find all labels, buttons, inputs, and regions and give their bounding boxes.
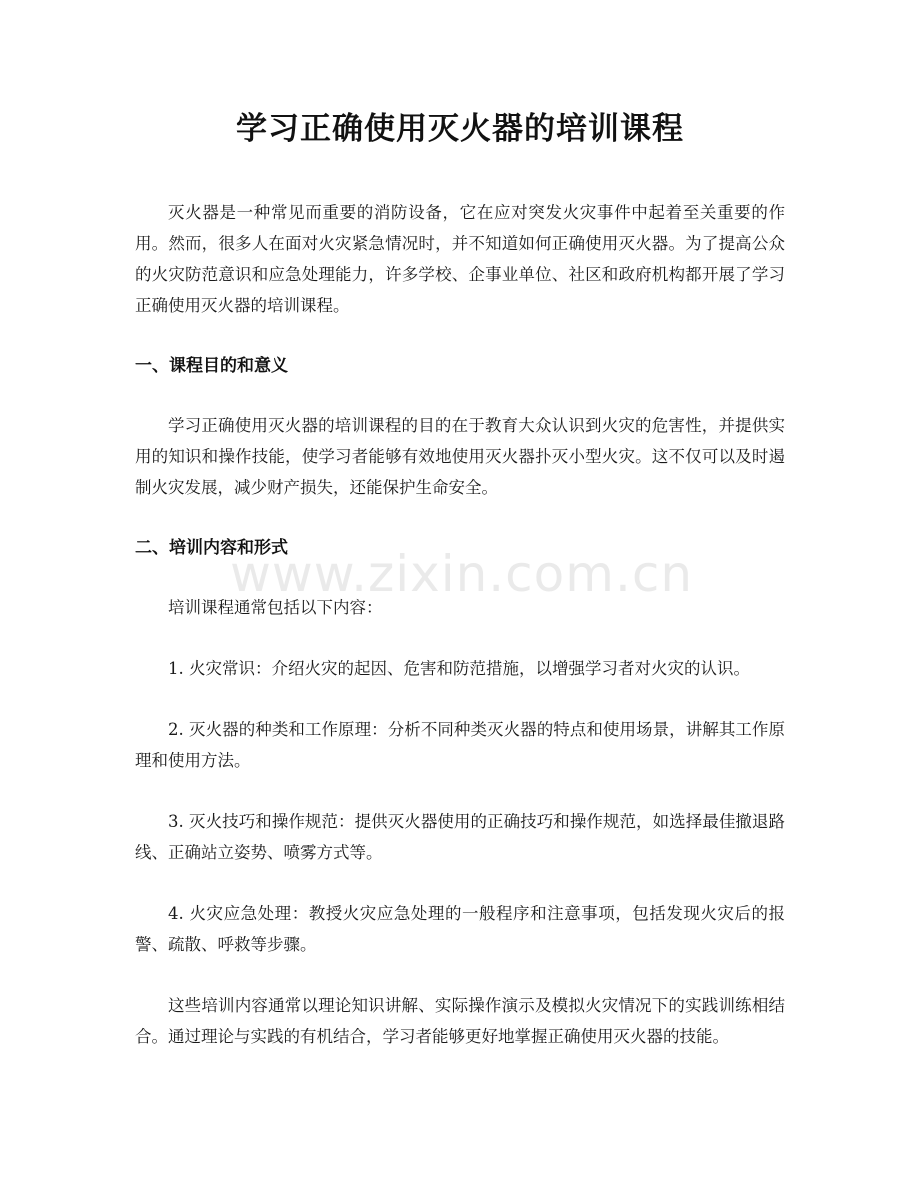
document-body	[135, 103, 785, 1082]
watermark: www.zixin.com.cn	[230, 545, 694, 603]
purpose-paragraph: 学习正确使用灭火器的培训课程的目的在于教育大众认识到火灾的危害性，并提供实用的知识和操作技能，使学习者能够有效地使用灭火器扑灭小型火灾。这不仅可以及时遏制火灾发展，减少财产损失，还能保护生命安全。	[135, 416, 785, 497]
list-item: 3. 灭火技巧和操作规范：提供灭火器使用的正确技巧和操作规范，如选择最佳撤退路线、正确站立姿势、喷雾方式等。	[135, 812, 785, 862]
list-item: 2. 灭火器的种类和工作原理：分析不同种类灭火器的特点和使用场景，讲解其工作原理和使用方法。	[135, 720, 785, 770]
intro-paragraph: 灭火器是一种常见而重要的消防设备，它在应对突发火灾事件中起着至关重要的作用。然而，很多人在面对火灾紧急情况时，并不知道如何正确使用灭火器。为了提高公众的火灾防范意识和应急处理能力，许多学校、企事业单位、社区和政府机构都开展了学习正确使用灭火器的培训课程。	[135, 203, 785, 315]
document-title: 学习正确使用灭火器的培训课程	[236, 111, 684, 147]
list-item: 4. 火灾应急处理：教授火灾应急处理的一般程序和注意事项，包括发现火灾后的报警、疏散、呼救等步骤。	[135, 904, 785, 954]
content-lead-paragraph: 培训课程通常包括以下内容：	[168, 598, 383, 617]
section-heading-purpose: 一、课程目的和意义	[135, 356, 288, 376]
content-closing-paragraph: 这些培训内容通常以理论知识讲解、实际操作演示及模拟火灾情况下的实践训练相结合。通过理论与实践的有机结合，学习者能够更好地掌握正确使用灭火器的技能。	[135, 996, 785, 1046]
section-heading-content: 二、培训内容和形式	[135, 538, 288, 558]
list-item: 1. 火灾常识：介绍火灾的起因、危害和防范措施，以增强学习者对火灾的认识。	[168, 659, 750, 678]
